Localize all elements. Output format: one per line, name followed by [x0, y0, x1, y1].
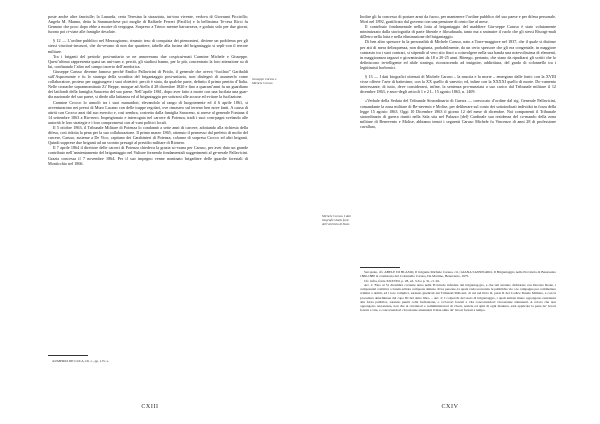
paragraph: § 12 — L’ordine pubblico nel Mezzogiorno, rimasto teso di conquista dei piemontesi, diviene un problema per gli stessi vincitori-invasori, che do-vevano di non dar quartiere, tabelle alla fucina del brigantaggio si sepli-con il terrore militare. — [48, 38, 248, 54]
paragraph: «Verbale della Seduta del Tribunale Straordinario di Guerra — convocato d’ordine dal sig. Generale Pallavicini, comandante la zona militare di Be-nevento e Molise, per deliberare sul conto dei sottoindicati individui in forza della legge 15 agosto 1863. Oggi 10 Dicembre 1863 il giorno 12 del mese di dicembre. Noi componenti il Tribunale straordinario di guerra riuniti nella Sala sita nel Palazzo [del] Cardinale sua residenza del co-mando della zona militare di Benevento e Molise, abbiamo tenuti i seguenti Caruso Michele fu Vincenzo di anni 28 di professione cavallaro, — [360, 98, 556, 129]
paragraph: Giuseppe Caruso divenne famoso perché Emilio Pallavicini di Priolo, il generale che aveva “fucilato” Garibaldi sull’Aspromonte e fu lo stratega della sconfitta del brigantaggio post-unitario, non disdegnò di assumerlo come collaboratore, proteso per raggiungere i suoi obiettivi: perciò è stato, da qualche parte, definito il primo pentito d’Italia. Nelle cronache soprannominato Zi’ Beppe, morgue ad Atella il 28 dicembre 1820 e fino a quarant’anni fu un guardiano dei latifondi della famiglia Saraceno del suo paese. Nell’aprile 1861, dopo aver fatto a morte con una fucilata una guar-dia nazionale del suo paese, si diede alla latitanza ed al brigantaggio per sottrarsi alle accuse ed evitare la fucilazione. — [48, 68, 248, 100]
page-number: CXIII — [141, 404, 159, 410]
paragraph: Tra i briganti del periodo post-unitario se ne annoverano due cospicui-mati Carmine Michele e Giuseppe. Quest’ultimo rappresenta quasi un uni-cum e, perciò, gli studiosi hanno, per lo più, concentrato la loro attenzione su di lui, confinando l’altro nel campo incerto dell’anedotica. — [48, 53, 248, 69]
footnote-rule — [360, 267, 400, 268]
left-footnotes — [48, 359, 248, 363]
paragraph: Inoltre gli fu concesso di portare armi da fuoco, per mantenere l’ordine pubblico del suo paese e per difesa personale. Morì nel 1892, gratificato dal governo con una pensione di cento lire al mese. — [360, 14, 556, 25]
left-margin-note: Giuseppe Caruso e Michele Caruso — [252, 77, 277, 85]
right-body-text — [360, 14, 556, 129]
right-page — [300, 0, 600, 424]
paragraph: § 13 — I dati biografici ottenuti di Michele Caruso – la nascita e la morte – emergono dalle fonti: con la XVIII visse offerte l’arte di battesimo, con la XX quello di vanvito; ed, infine con la XXXXI quello di morte. Do-cumento interessante, di tutto, deve considerarsi, infine, la sentenza pro-nunziata a suo carico dal Tribunale militare il 12 dicembre 1863, e anco-degli articoli 1 e 2 L. 15 agosto 1863, n. 1409. — [360, 74, 556, 95]
paragraph: Il 7 aprile 1864 il direttore delle carceri di Potenza chiedeva la grazia so-vrana per Caruso, per aver dato un grande contributo nell’annientamento del brigantaggio nel Vulture fornendo fondamentali suggerimenti al ge-nerale Pallavicini. Grazia concessa il 7 novembre 1864. Per il suo impegno venne nominato brigadiere delle guardie forestali di Monticchio nel 1866. — [48, 145, 248, 166]
right-footnotes — [360, 270, 556, 313]
page-number: CXIV — [441, 404, 459, 410]
left-body-text — [48, 14, 248, 166]
paragraph: Il 5 ottobre 1863, il Tribunale Militare di Potenza lo condannò a sette anni di carcere, adottando alla richiesta della difesa, così ridotta la pena per la sua collaborazione. Il primo marzo 1865, ottenuto il permesso dal prefetto di molto del carcere, Caruso, assieme a De Vico, capitano dei Carabinieri di Potenza, colonne di sorpresa Crocco ed altri briganti. Quindi sopprese due briganti ad un scontro presagò al presidio militare di Rionero. — [48, 124, 248, 146]
footnote: AUMERIO DE LUCA, Or. c., pp. 115, s. — [52, 359, 109, 363]
paragraph: Di ben altro spessore fu la personalità di Michele Caruso, nato a Torre-maggiore nel 1837, che il quale si distinse per atti di mera delinquenza, non disgiunta, probabilmente, da un certo spessore che gli era congeniale, in maggiore contrasto tra i suoi contrari, si stipendò al vero sito finoi a coinvolgere nella sua banda una notevolissima di elementi, in maggioranza ragazzi e giovanissimi da 18 a 20-25 anni. Ritengo, pertanto, che siano da ripudiarsi gli scritti che lo definiscono in-telligente ed abile stratega, riconoscendo ad insignire, addirittura, del grado di colonnello tra i legittimisti borbonici. — [360, 39, 556, 70]
paragraph: Il contributo fondamentale nella lotta al brigantaggio del maddiere Giu-seppe Caruso è stato volutamente minimizzato dalla storiografia di parte liberale e filosabauda, tanto ma a sminuire il ruolo che gli stessi Risorgi-mali diDetro nella lotta e nella eliminazione del brigantaggio. — [360, 24, 556, 40]
right-margin-note: Michele Caruso. I dati biografici dalla fonti dell’Archivio di Stato — [322, 214, 351, 226]
footnote: Sul quale, cfr. ABELE DI BLASIO, Il brigante Michele Caruso, cit.; GIANA SANSEGRIO, Il Brigantaggio nella Provincia di Benevento 1860-1880 la cronistoria del Colonnello Caruso, De Martino, Benevento, 1975. — [360, 270, 556, 279]
paragraph: Carmine Crocco lo armolò tra i suoi manutdori, elevandolo al rango di luogotenente ed il 6 aprile 1861, si avventurarono nei pressi di Muro Lucano con delle truppe regolari, ove rimasero sul terreno ben nove fanti. A causa di attriti con Crocco anzi dal suo esercito e, così sembra, costretto dalla famiglia Saraceno, si arrese al generale Fontana il 14 settembre 1863 a Rio-nero. Impeigionato e interrogato nel carcere di Potenza, tradì i suoi com-pagni svelando alle autorità le loro strategie e i loro compromessi con al-cuni politici locali. — [48, 99, 248, 125]
footnote: Cfr. infra, fonte XXXVIII, p. 28, ed. 3-6 e p. 31, cl. 26. — [364, 278, 440, 283]
paragraph: poste anche altre fanciulle; la Lunarda, certa Teresina la strazziata, tut-tora vivente, vedova di Giovanni Piccirillo; Angela M. Manna, detta la Sammarchese poi moglie di Raffaele Ferreri (Pacillo) e la bellissima Te-resa Ricci fu Gennaro che poco dopo ebbe a morire di vergogna. Sorpreso a Trinco mentre barcareava, e goduto solo per due giorni, furono poi ri-viate alle famiglie desolate. — [48, 14, 248, 35]
footnote: Art. 1: Fino al 31 dicembre corrente anno nelle Provincie infestate dal brigantag-gio, e che tali saranno dichiarate con Decreto Reale, i componenti comitive o banda armata composta almeno di tre persone, la quale vada scorrendo le pubbliche vie o le campagne per commettere crimini o delitti, ed i loro complici, saranno giudicati dai Tribunali Mili-tari, di cui nel libro II, parte II del Codice Penale Militare, e con la procedura determinata dal capo III del detto libro. – Art. 2: I colpevoli del reato di brigantaggio, i quali armata mano oppongono resistenza alla forza pubblica, saranno puniti colla fucilazione, o co’lavori forzati a vita concorrendovi circostanze attenuanti. A coloro che non oppongono resi-stenza, non che ai ricettatori e somministratori di viveri, notizie ed ajuti di ogni maniera, sarà applicata la pena de’ lavori forzati a vita, e concorrendovi circostanze attenuanti il mas-simo de’ lavori forzati a tempo. — [360, 282, 556, 313]
footnote-rule — [48, 355, 88, 356]
